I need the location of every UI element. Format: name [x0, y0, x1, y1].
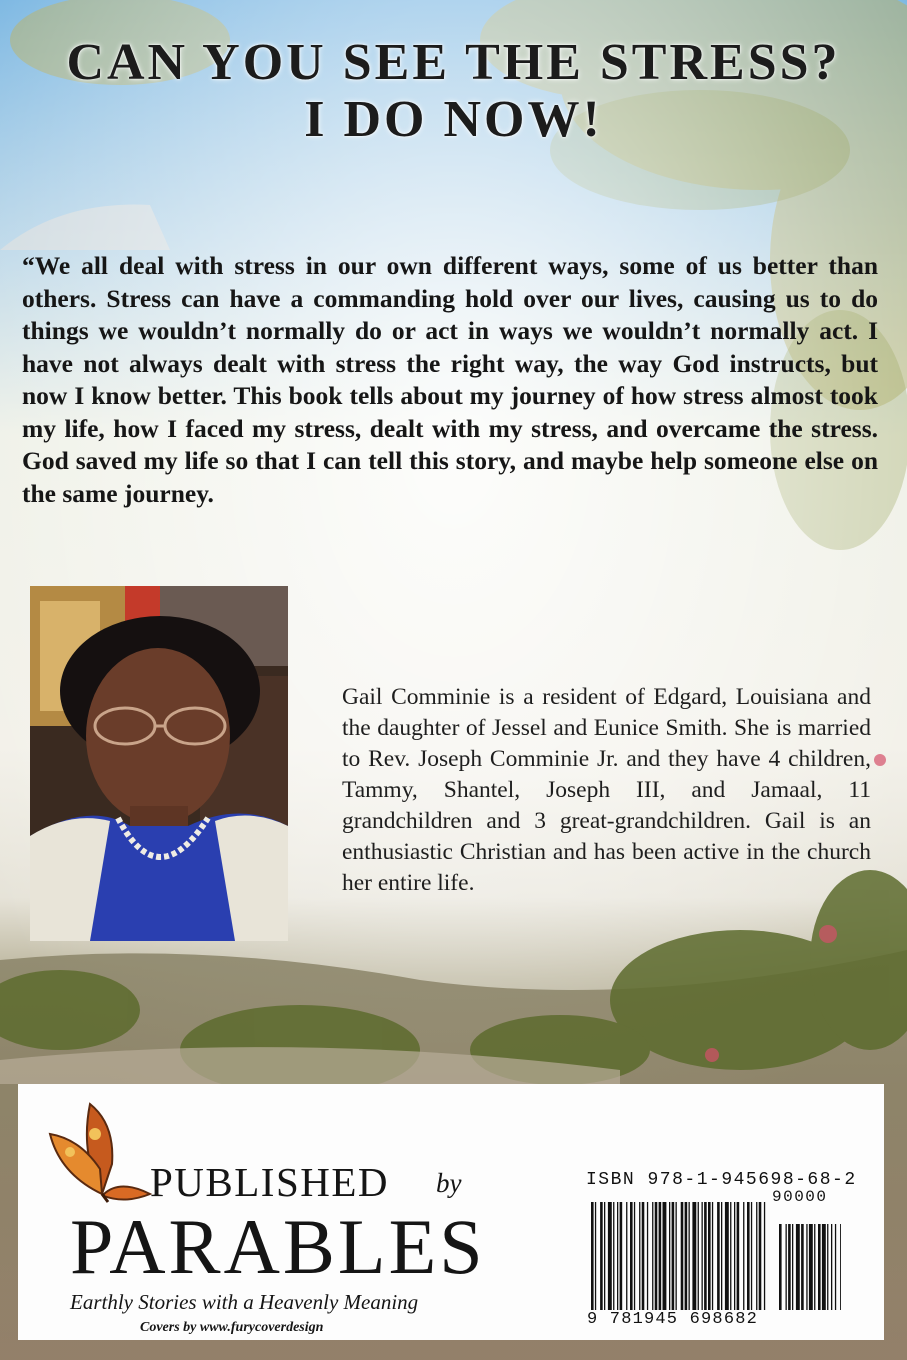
author-photo: [30, 586, 288, 941]
book-blurb: “We all deal with stress in our own different ways, some of us better than others. Stress can have a commanding hold over our lives, causing us to do things we wouldn’t normally do or act in ways we wouldn’t normally act. I have not always dealt with stress the right way, the way God instructs, but now I know better. This book tells about my journey of how stress almost took my life, how I faced my stress, dealt with my stress, and overcame the stress. God saved my life so that I can tell this story, and maybe help someone else on the same journey.: [22, 251, 878, 508]
book-title-line-1: CAN YOU SEE THE STRESS?: [66, 34, 841, 91]
publisher-panel: [18, 1084, 884, 1340]
publisher-name: PARABLES: [70, 1203, 486, 1290]
barcode-digits: 9 781945 698682: [587, 1310, 759, 1329]
isbn-text: ISBN 978-1-945698-68-2: [586, 1170, 857, 1190]
isbn-barcode: [591, 1202, 841, 1310]
publisher-by-word: by: [436, 1168, 462, 1198]
publisher-published-word: PUBLISHED: [150, 1159, 390, 1205]
book-title-line-2: I DO NOW!: [304, 91, 603, 148]
butterfly-logo-icon: [40, 1094, 160, 1209]
cover-design-credit: Covers by www.furycoverdesign: [140, 1320, 324, 1335]
author-bio: Gail Comminie is a resident of Edgard, Louisiana and the daughter of Jessel and Eunice Smith. She is married to Rev. Joseph Comminie Jr. and they have 4 children, Tammy, Shantel, Joseph III, and Jamaal, 11 grandchildren and 3 great-grandchildren. Gail is an enthusiastic Christian and has been active in the church her entire life.: [342, 684, 871, 896]
publisher-tagline: Earthly Stories with a Heavenly Meaning: [70, 1290, 419, 1314]
barcode-addon-number: 90000: [772, 1188, 828, 1206]
